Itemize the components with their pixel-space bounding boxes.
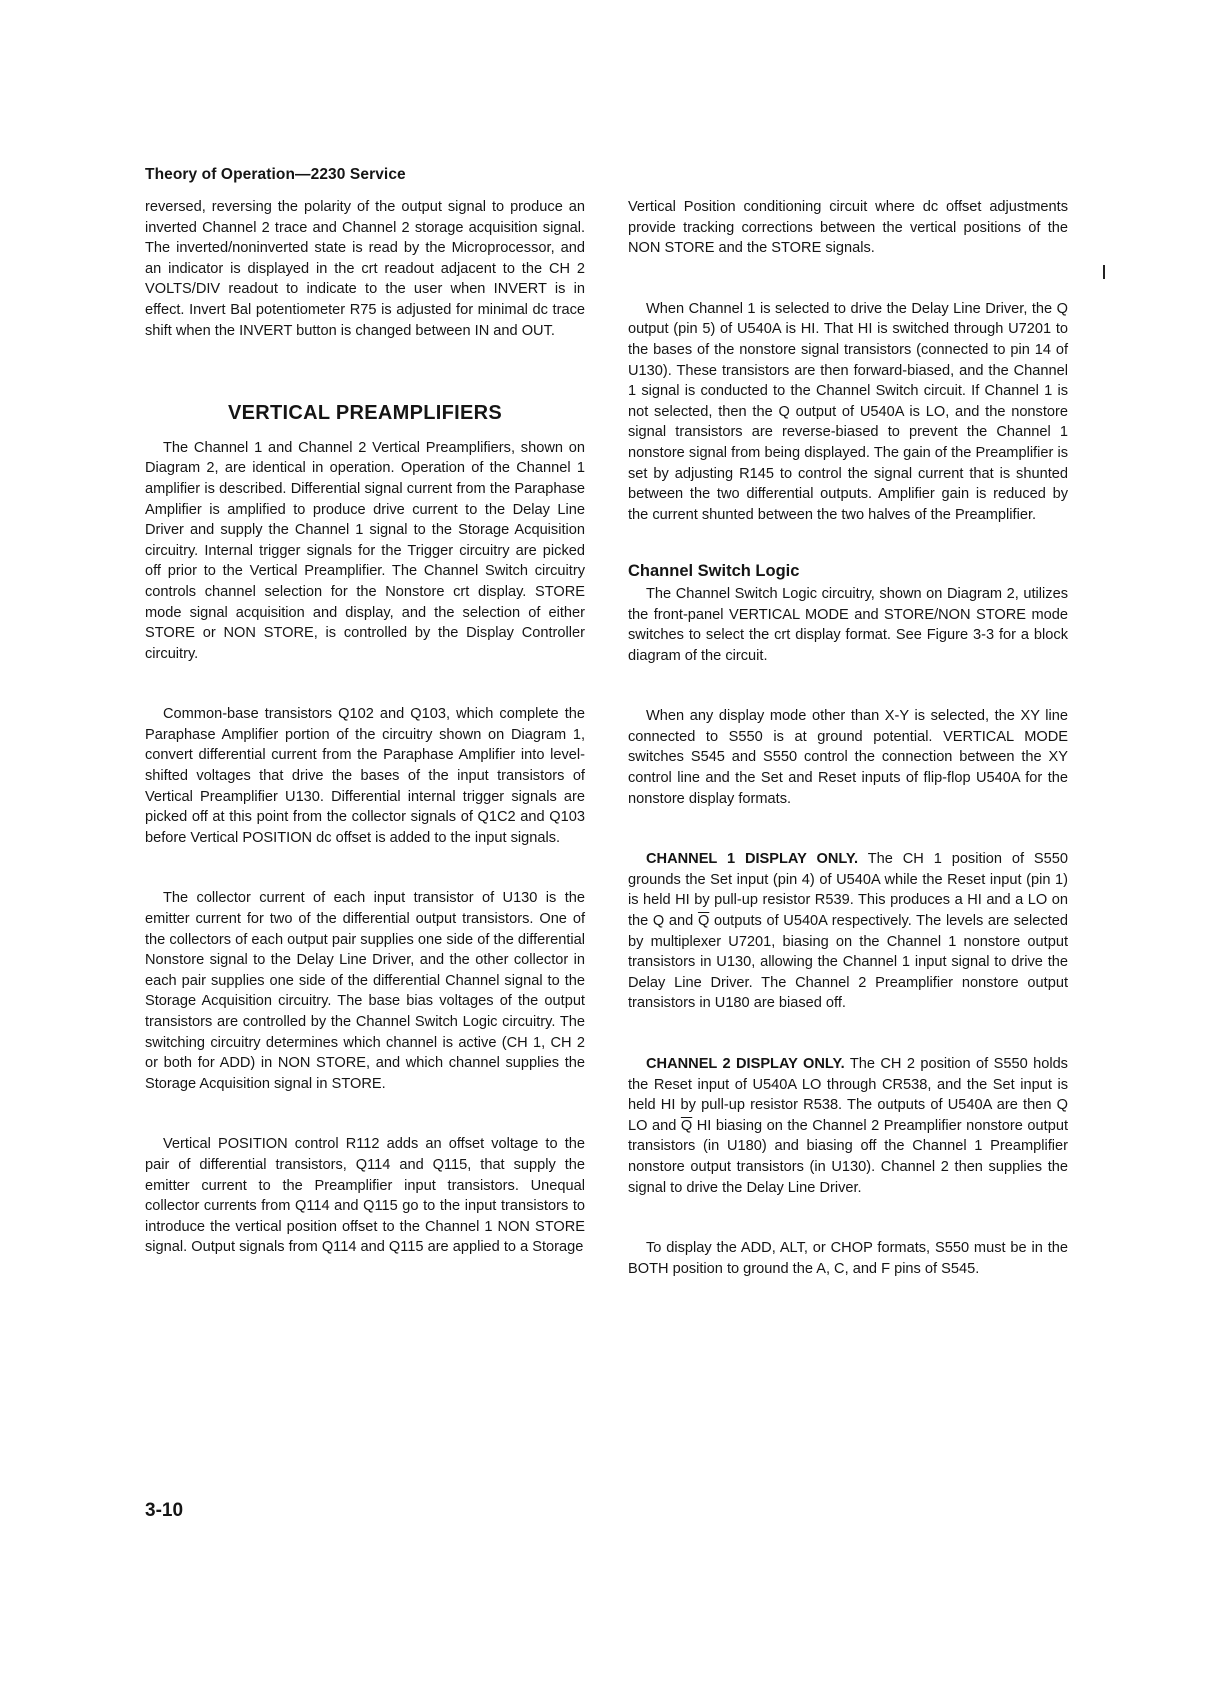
paragraph-text: outputs of U540A respectively. The levels are selected by multiplexer U7201, biasing on the Channel 1 nonstore output transistors in U130, allowing the Channel 1 input signal to drive the Delay Line Driver. The Channel 2 Preamplifier nonstore output transistors in U180 are biased off. (628, 913, 1068, 1012)
paragraph: The Channel Switch Logic circuitry, shown on Diagram 2, utilizes the front-panel VERTICAL MODE and STORE/NON STORE mode switches to select the crt display format. See Figure 3-3 for a block diagram of the circuit. (628, 585, 1068, 664)
paragraph: Vertical Position conditioning circuit where dc offset adjustments provide tracking corrections between the vertical positions of the NON STORE and the STORE signals. (628, 199, 1068, 257)
paragraph-text: The CH 2 position of S550 holds the Reset input of U540A LO through CR538, and the Set input is held HI by pull-up resistor R538. The outputs of U540A are then Q LO and (628, 1056, 1068, 1134)
right-column (628, 197, 1068, 1279)
q-bar-symbol: $\overline{Q}$ (697, 913, 710, 930)
q-bar-symbol: $\overline{Q}$ (680, 1117, 693, 1134)
paragraph-lead: CHANNEL 1 DISPLAY ONLY. (646, 851, 859, 868)
paragraph: reversed, reversing the polarity of the output signal to produce an inverted Channel 2 trace and Channel 2 storage acquisition signal. The inverted/noninverted state is read by the Microprocessor, and an indicator is displayed in the crt readout adjacent to the CH 2 VOLTS/DIV readout to indicate to the user when INVERT is in effect. Invert Bal potentiometer R75 is adjusted for minimal dc trace shift when the INVERT button is changed between IN and OUT. (145, 199, 585, 339)
page-header: Theory of Operation—2230 Service (145, 166, 406, 183)
subsection-heading: Channel Switch Logic (628, 562, 800, 581)
page-number: 3-10 (145, 1500, 184, 1521)
paragraph-lead: CHANNEL 2 DISPLAY ONLY. (646, 1056, 845, 1072)
paragraph: When any display mode other than X-Y is selected, the XY line connected to S550 is at ground potential. VERTICAL MODE switches S545 and S550 control the connection between the XY control line and the Set and Reset inputs of flip-flop U540A for the nonstore display formats. (628, 708, 1068, 807)
paragraph (628, 1054, 1068, 1198)
paragraph: To display the ADD, ALT, or CHOP formats, S550 must be in the BOTH position to ground the A, C, and F pins of S545. (628, 1240, 1068, 1277)
paragraph (628, 849, 1068, 1014)
paragraph: The collector current of each input transistor of U130 is the emitter current for two of the differential output transistors. One of the collectors of each output pair supplies one side of the differential Nonstore signal to the Delay Line Driver, and the other collector in each pair supplies one side of the differential Channel signal to the Storage Acquisition circuitry. The base bias voltages of the output transistors are controlled by the Channel Switch Logic circuitry. The switching circuitry determines which channel is active (CH 1, CH 2 or both for ADD) in NON STORE, and which channel supplies the Storage Acquisition signal in STORE. (145, 890, 585, 1092)
margin-mark (1103, 265, 1105, 279)
section-heading: VERTICAL PREAMPLIFIERS (227, 402, 503, 425)
left-column (145, 197, 585, 1258)
paragraph: The Channel 1 and Channel 2 Vertical Preamplifiers, shown on Diagram 2, are identical in operation. Operation of the Channel 1 amplifier is described. Differential signal current from the Paraphase Amplifier is amplified to produce drive current to the Delay Line Driver and supply the Channel 1 signal to the Storage Acquisition circuitry. Internal trigger signals for the Trigger circuitry are picked off prior to the Vertical Preamplifier. The Channel Switch circuitry controls channel selection for the Nonstore crt display. STORE mode signal acquisition and display, and the selection of either STORE or NON STORE, is controlled by the Display Controller circuitry. (145, 439, 585, 662)
paragraph: Vertical POSITION control R112 adds an offset voltage to the pair of differential transistors, Q114 and Q115, that supply the emitter current to the Preamplifier input transistors. Unequal collector currents from Q114 and Q115 go to the input transistors to introduce the vertical position offset to the Channel 1 NON STORE signal. Output signals from Q114 and Q115 are applied to a Storage (145, 1136, 585, 1256)
paragraph: Common-base transistors Q102 and Q103, which complete the Paraphase Amplifier portion of the circuitry shown on Diagram 1, convert differential current from the Paraphase Amplifier into level-shifted voltages that drive the bases of the input transistors of Vertical Preamplifier U130. Differential internal trigger signals are picked off at this point from the collector signals of Q1C2 and Q103 before Vertical POSITION dc offset is added to the input signals. (145, 706, 585, 846)
paragraph: When Channel 1 is selected to drive the Delay Line Driver, the Q output (pin 5) of U540A is HI. That HI is switched through U7201 to the bases of the nonstore signal transistors (connected to pin 14 of U130). These transistors are then forward-biased, and the Channel 1 signal is conducted to the Channel Switch circuit. If Channel 1 is not selected, then the Q output of U540A is LO, and the nonstore signal transistors are reverse-biased to prevent the Channel 1 nonstore signal from being displayed. The gain of the Preamplifier is set by adjusting R145 to control the signal current that is shunted between the two differential outputs. Amplifier gain is reduced by the current shunted between the two halves of the Preamplifier. (628, 300, 1068, 523)
paragraph-text: The CH 1 position of S550 grounds the Set input (pin 4) of U540A while the Reset input (pin 1) is held HI by pull-up resistor R539. This produces a HI and a LO on the Q and (628, 851, 1069, 930)
paragraph-text: HI biasing on the Channel 2 Preamplifier nonstore output transistors (in U180) and biasing off the Channel 1 Preamplifier nonstore output transistors (in U130). Channel 2 then supplies the signal to drive the Delay Line Driver. (628, 1117, 1068, 1196)
